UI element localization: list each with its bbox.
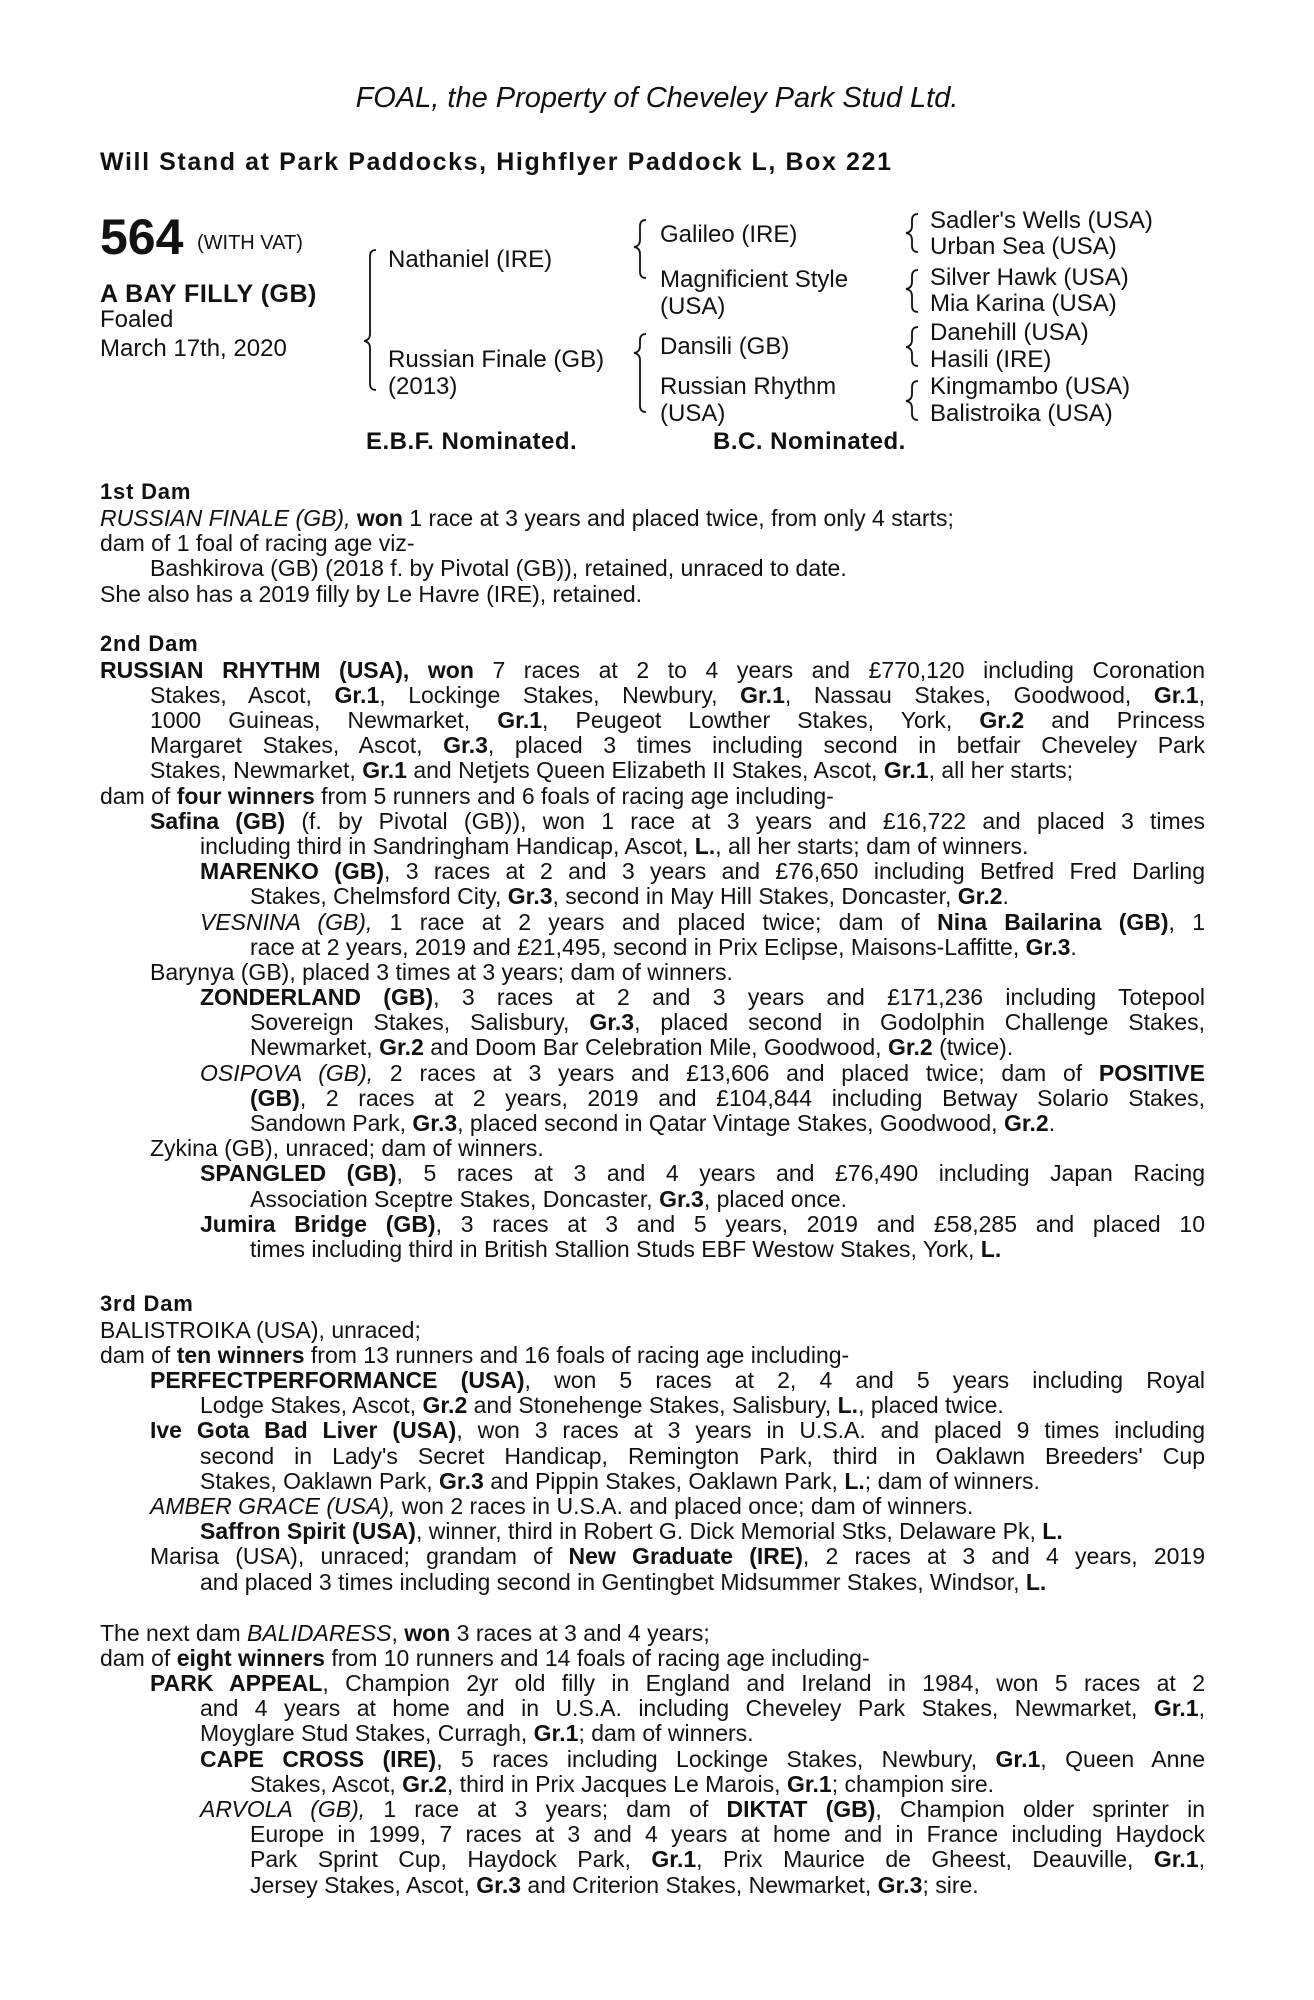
text-line: Margaret Stakes, Ascot, Gr.3, placed 3 times including second in betfair Cheveley Park (150, 732, 1206, 758)
ebf-nomination: E.B.F. Nominated. (366, 428, 578, 455)
text-line: including third in Sandringham Handicap, Ascot, L., all her starts; dam of winners. (200, 833, 1029, 859)
text-line: dam of eight winners from 10 runners and 14 foals of racing age including- (100, 1645, 870, 1671)
section-1st-dam: 1st Dam (100, 479, 192, 504)
text-line: ARVOLA (GB), 1 race at 3 years; dam of DIKTAT (GB), Champion older sprinter in (200, 1796, 1206, 1822)
text-line: Safina (GB) (f. by Pivotal (GB)), won 1 race at 3 years and £16,722 and placed 3 times (150, 808, 1205, 834)
text-line: BALISTROIKA (USA), unraced; (100, 1317, 421, 1343)
text-line: Moyglare Stud Stakes, Curragh, Gr.1; dam of winners. (200, 1720, 754, 1746)
text-line: RUSSIAN FINALE (GB), won 1 race at 3 years and placed twice, from only 4 starts; (100, 505, 954, 531)
text-line: second in Lady's Secret Handicap, Remington Park, third in Oaklawn Breeders' Cup (200, 1443, 1205, 1469)
text-line: and placed 3 times including second in Gentingbet Midsummer Stakes, Windsor, L. (200, 1569, 1047, 1595)
text-line: Newmarket, Gr.2 and Doom Bar Celebration Mile, Goodwood, Gr.2 (twice). (250, 1034, 1014, 1060)
text-line: RUSSIAN RHYTHM (USA), won 7 races at 2 to 4 years and £770,120 including Coronation (100, 657, 1206, 683)
text-line: Stakes, Newmarket, Gr.1 and Netjets Queen Elizabeth II Stakes, Ascot, Gr.1, all her starts; (150, 757, 1074, 783)
text-line: MARENKO (GB), 3 races at 2 and 3 years and £76,650 including Betfred Fred Darling (200, 858, 1205, 884)
ancestor-dsd: Hasili (IRE) (930, 346, 1052, 373)
text-line: ZONDERLAND (GB), 3 races at 2 and 3 years and £171,236 including Totepool (200, 984, 1205, 1010)
bc-nomination: B.C. Nominated. (713, 428, 906, 455)
text-line: dam of ten winners from 13 runners and 16 foals of racing age including- (100, 1342, 850, 1368)
text-line: Saffron Spirit (USA), winner, third in Robert G. Dick Memorial Stks, Delaware Pk, L. (200, 1518, 1063, 1544)
text-line: Zykina (GB), unraced; dam of winners. (150, 1135, 544, 1161)
text-line: dam of four winners from 5 runners and 6 foals of racing age including- (100, 783, 834, 809)
sire-sire: Galileo (IRE) (660, 221, 798, 248)
text-line: Barynya (GB), placed 3 times at 3 years; dam of winners. (150, 959, 733, 985)
ancestor-dss: Danehill (USA) (930, 319, 1089, 346)
text-line: 1000 Guineas, Newmarket, Gr.1, Peugeot Lowther Stakes, York, Gr.2 and Princess (150, 707, 1205, 733)
text-line: Sandown Park, Gr.3, placed second in Qatar Vintage Stakes, Goodwood, Gr.2. (250, 1110, 1056, 1136)
text-line: CAPE CROSS (IRE), 5 races including Lockinge Stakes, Newbury, Gr.1, Queen Anne (200, 1746, 1205, 1772)
text-line: Association Sceptre Stakes, Doncaster, Gr.3, placed once. (250, 1186, 848, 1212)
dam-name: Russian Finale (GB) (388, 346, 605, 373)
text-line: Europe in 1999, 7 races at 3 and 4 years at home and in France including Haydock (250, 1821, 1205, 1847)
text-line: Park Sprint Cup, Haydock Park, Gr.1, Prix Maurice de Gheest, Deauville, Gr.1, (250, 1846, 1205, 1872)
text-line: dam of 1 foal of racing age viz- (100, 530, 415, 556)
ancestor-sss: Sadler's Wells (USA) (930, 207, 1153, 234)
section-2nd-dam: 2nd Dam (100, 631, 199, 656)
sire-dam-line1: Magnificient Style (660, 266, 849, 293)
page-title: FOAL, the Property of Cheveley Park Stud Ltd. (355, 82, 959, 114)
text-line: Stakes, Ascot, Gr.1, Lockinge Stakes, Newbury, Gr.1, Nassau Stakes, Goodwood, Gr.1, (150, 682, 1205, 708)
text-line: Lodge Stakes, Ascot, Gr.2 and Stonehenge Stakes, Salisbury, L., placed twice. (200, 1392, 1004, 1418)
dam-year: (2013) (388, 373, 458, 400)
text-line: Ive Gota Bad Liver (USA), won 3 races at 3 years in U.S.A. and placed 9 times including (150, 1417, 1205, 1443)
sire-name: Nathaniel (IRE) (388, 246, 553, 273)
section-3rd-dam: 3rd Dam (100, 1291, 194, 1316)
text-line: Stakes, Ascot, Gr.2, third in Prix Jacques Le Marois, Gr.1; champion sire. (250, 1771, 995, 1797)
text-line: OSIPOVA (GB), 2 races at 3 years and £13,606 and placed twice; dam of POSITIVE (200, 1060, 1205, 1086)
vat-note: (WITH VAT) (197, 232, 303, 254)
lot-description: A BAY FILLY (GB) (100, 280, 317, 308)
text-line: SPANGLED (GB), 5 races at 3 and 4 years and £76,490 including Japan Racing (200, 1160, 1205, 1186)
foaled-date: March 17th, 2020 (100, 335, 287, 362)
text-line: Sovereign Stakes, Salisbury, Gr.3, placed second in Godolphin Challenge Stakes, (250, 1009, 1205, 1035)
ancestor-dds: Kingmambo (USA) (930, 373, 1131, 400)
stand-location: Will Stand at Park Paddocks, Highflyer Paddock L, Box 221 (100, 148, 893, 176)
text-line: (GB), 2 races at 2 years, 2019 and £104,844 including Betway Solario Stakes, (250, 1085, 1205, 1111)
foaled-label: Foaled (100, 306, 174, 333)
ancestor-ddd: Balistroika (USA) (930, 400, 1113, 427)
text-line: Marisa (USA), unraced; grandam of New Graduate (IRE), 2 races at 3 and 4 years, 2019 (150, 1543, 1205, 1569)
dam-sire: Dansili (GB) (660, 333, 790, 360)
text-line: Bashkirova (GB) (2018 f. by Pivotal (GB)), retained, unraced to date. (150, 555, 847, 581)
dam-dam-line1: Russian Rhythm (660, 373, 837, 400)
text-line: Stakes, Chelmsford City, Gr.3, second in May Hill Stakes, Doncaster, Gr.2. (250, 883, 1009, 909)
sire-dam-line2: (USA) (660, 293, 726, 320)
text-line: Jersey Stakes, Ascot, Gr.3 and Criterion Stakes, Newmarket, Gr.3; sire. (250, 1872, 979, 1898)
text-line: and 4 years at home and in U.S.A. including Cheveley Park Stakes, Newmarket, Gr.1, (200, 1695, 1205, 1721)
text-line: PERFECTPERFORMANCE (USA), won 5 races at 2, 4 and 5 years including Royal (150, 1367, 1206, 1393)
lot-number: 564 (100, 209, 184, 265)
ancestor-sds: Silver Hawk (USA) (930, 264, 1129, 291)
text-line: She also has a 2019 filly by Le Havre (IRE), retained. (100, 581, 643, 607)
text-line: PARK APPEAL, Champion 2yr old filly in England and Ireland in 1984, won 5 races at 2 (150, 1670, 1206, 1696)
text-line: The next dam BALIDARESS, won 3 races at 3 and 4 years; (100, 1620, 710, 1646)
text-line: Stakes, Oaklawn Park, Gr.3 and Pippin Stakes, Oaklawn Park, L.; dam of winners. (200, 1468, 1040, 1494)
text-line: Jumira Bridge (GB), 3 races at 3 and 5 years, 2019 and £58,285 and placed 10 (200, 1211, 1205, 1237)
text-line: VESNINA (GB), 1 race at 2 years and placed twice; dam of Nina Bailarina (GB), 1 (200, 909, 1206, 935)
dam-dam-line2: (USA) (660, 400, 726, 427)
ancestor-sdd: Mia Karina (USA) (930, 290, 1117, 317)
ancestor-ssd: Urban Sea (USA) (930, 233, 1117, 260)
text-line: race at 2 years, 2019 and £21,495, second in Prix Eclipse, Maisons-Laffitte, Gr.3. (250, 934, 1077, 960)
text-line: times including third in British Stallion Studs EBF Westow Stakes, York, L. (250, 1236, 1002, 1262)
text-line: AMBER GRACE (USA), won 2 races in U.S.A. and placed once; dam of winners. (150, 1493, 974, 1519)
